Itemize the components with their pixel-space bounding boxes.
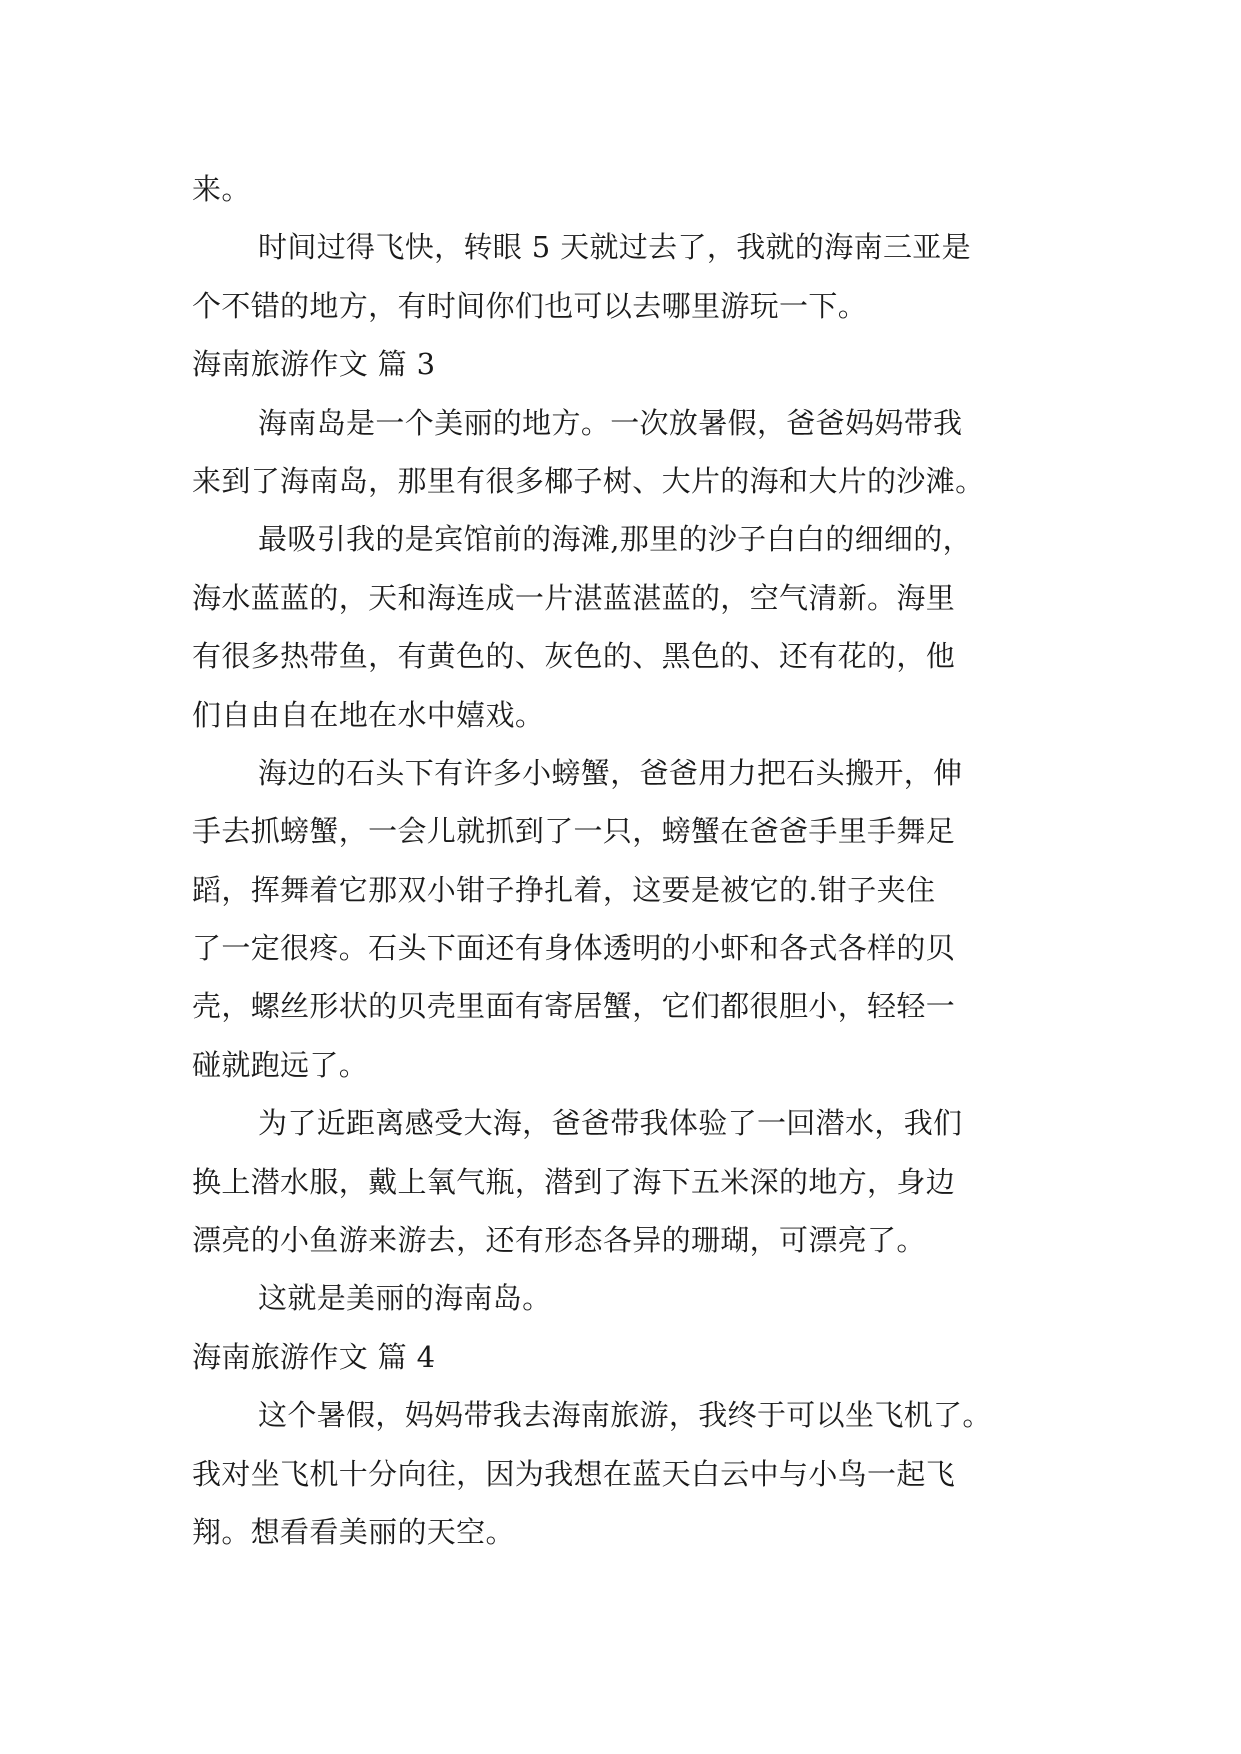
text-line: 换上潜水服，戴上氧气瓶，潜到了海下五米深的地方，身边	[192, 1164, 956, 1199]
text-line: 手去抓螃蟹，一会儿就抓到了一只，螃蟹在爸爸手里手舞足	[192, 814, 956, 849]
text-line: 海水蓝蓝的，天和海连成一片湛蓝湛蓝的，空气清新。海里	[192, 580, 956, 615]
paragraph-first-line: 海南岛是一个美丽的地方。一次放暑假，爸爸妈妈带我	[258, 405, 963, 440]
text-line: 个不错的地方，有时间你们也可以去哪里游玩一下。	[192, 288, 868, 323]
text-line: 我对坐飞机十分向往，因为我想在蓝天白云中与小鸟一起飞	[192, 1456, 956, 1491]
paragraph-first-line: 这就是美丽的海南岛。	[258, 1281, 552, 1316]
section-heading: 海南旅游作文 篇 3	[192, 347, 436, 382]
text-line: 翔。想看看美丽的天空。	[192, 1514, 515, 1549]
paragraph-first-line: 最吸引我的是宾馆前的海滩,那里的沙子白白的细细的，	[258, 522, 972, 557]
text-line: 有很多热带鱼，有黄色的、灰色的、黑色的、还有花的，他	[192, 639, 956, 674]
text-line: 壳，螺丝形状的贝壳里面有寄居蟹，它们都很胆小，轻轻一	[192, 989, 956, 1024]
text-line: 来。	[192, 172, 251, 206]
paragraph-first-line: 时间过得飞快，转眼 5 天就过去了，我就的海南三亚是	[258, 230, 971, 265]
text-line: 漂亮的小鱼游来游去，还有形态各异的珊瑚，可漂亮了。	[192, 1223, 926, 1258]
text-line: 了一定很疼。石头下面还有身体透明的小虾和各式各样的贝	[192, 931, 956, 966]
paragraph-first-line: 这个暑假，妈妈带我去海南旅游，我终于可以坐飞机了。	[258, 1398, 992, 1433]
document-body	[192, 160, 1062, 1561]
paragraph-first-line: 为了近距离感受大海，爸爸带我体验了一回潜水，我们	[258, 1106, 963, 1141]
paragraph-first-line: 海边的石头下有许多小螃蟹，爸爸用力把石头搬开，伸	[258, 755, 963, 790]
text-line: 们自由自在地在水中嬉戏。	[192, 697, 545, 732]
section-heading: 海南旅游作文 篇 4	[192, 1339, 436, 1374]
text-line: 来到了海南岛，那里有很多椰子树、大片的海和大片的沙滩。	[192, 463, 985, 498]
text-line: 蹈，挥舞着它那双小钳子挣扎着，这要是被它的.钳子夹住	[192, 872, 936, 907]
text-line: 碰就跑远了。	[192, 1047, 369, 1082]
